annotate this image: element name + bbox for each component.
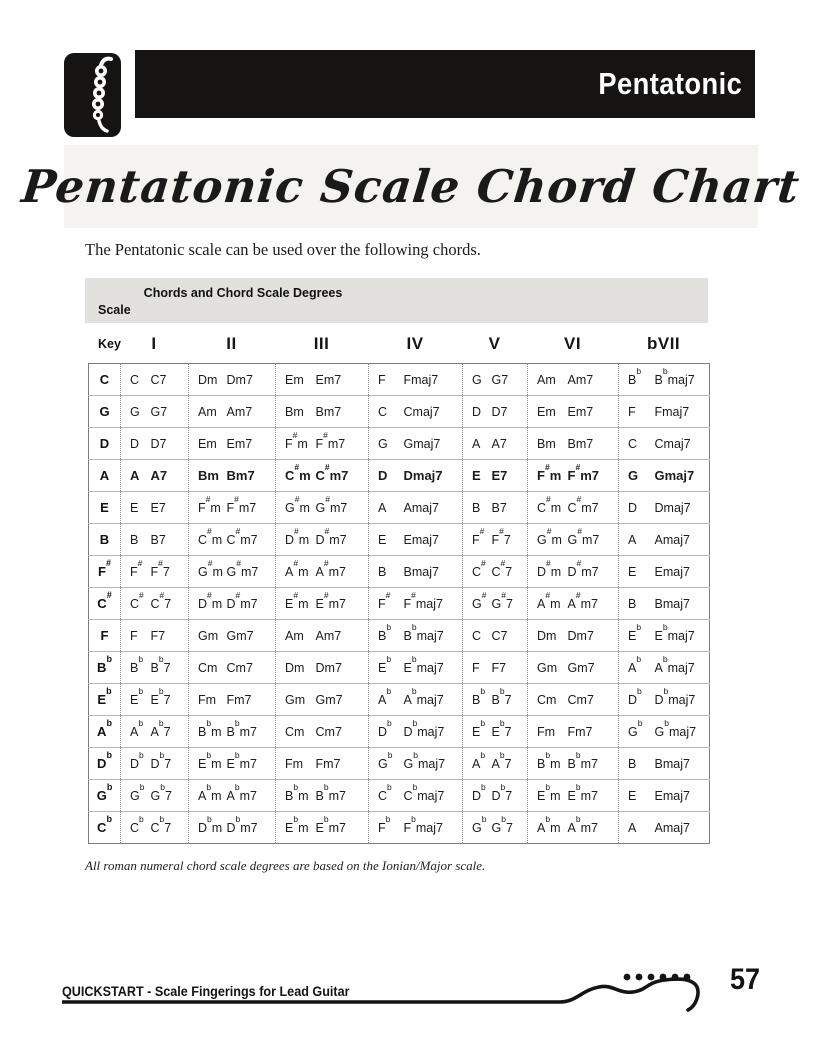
chord-cell: A7	[149, 460, 189, 492]
chord-cell: $E^bmaj7$	[653, 620, 710, 652]
key-cell: F	[89, 620, 121, 652]
chord-cell: D7	[149, 428, 189, 460]
chord-cell: $F^bmaj7$	[402, 812, 463, 844]
chord-cell: D#m7	[314, 524, 369, 556]
table-row-bb	[89, 652, 710, 684]
chord-cell: Bmaj7	[653, 748, 710, 780]
chord-cell: Bm	[189, 460, 225, 492]
key-cell: B	[89, 524, 121, 556]
chord-cell: Fm	[189, 684, 225, 716]
flourish-dot	[624, 974, 631, 981]
caption-scale-key: Scale Key	[98, 302, 131, 351]
chord-cell: A#m7	[566, 588, 619, 620]
chord-cell: C#	[463, 556, 490, 588]
chord-cell: $E^bm7$	[566, 780, 619, 812]
chord-cell: D#m	[276, 524, 314, 556]
flourish-dot	[660, 974, 667, 981]
chord-cell: Bmaj7	[402, 556, 463, 588]
chord-cell: Dmaj7	[402, 460, 463, 492]
chord-cell: $B^b7$	[490, 684, 528, 716]
chord-cell: $E^b$	[369, 652, 402, 684]
chord-cell: F	[463, 652, 490, 684]
chord-cell: $E^b$	[619, 620, 653, 652]
chord-cell: Am	[528, 364, 566, 396]
chord-cell: Gm	[528, 652, 566, 684]
chord-cell: F7	[149, 620, 189, 652]
chord-cell: Fm7	[566, 716, 619, 748]
chord-cell: Em7	[566, 396, 619, 428]
table-row-b	[89, 524, 710, 556]
chord-cell: D	[463, 396, 490, 428]
chord-cell: A#m7	[314, 556, 369, 588]
chord-cell: Bmaj7	[653, 588, 710, 620]
chord-cell: C	[619, 428, 653, 460]
table-row-ab	[89, 716, 710, 748]
chord-cell: D7	[490, 396, 528, 428]
chord-cell: G7	[149, 396, 189, 428]
spiral-notebook-icon	[63, 51, 123, 139]
title-band	[19, 145, 803, 228]
footer-book-title: QUICKSTART - Scale Fingerings for Lead Guitar	[62, 983, 350, 999]
chord-cell: D	[369, 460, 402, 492]
chord-cell: E	[121, 492, 149, 524]
chord-cell: $C^b$	[121, 812, 149, 844]
chord-cell: Am	[276, 620, 314, 652]
chord-cell: $E^bm$	[528, 780, 566, 812]
chord-cell: Am	[189, 396, 225, 428]
chord-cell: $E^bm7$	[314, 812, 369, 844]
chord-cell: Bm7	[566, 428, 619, 460]
chord-cell: A	[619, 524, 653, 556]
table-row-db	[89, 748, 710, 780]
chord-cell: C	[369, 396, 402, 428]
chord-cell: $B^bm$	[189, 716, 225, 748]
chord-table	[88, 363, 710, 844]
chord-cell: Fmaj7	[653, 396, 710, 428]
chord-cell: $E^b$	[463, 716, 490, 748]
chord-cell: F	[369, 364, 402, 396]
chord-cell: Fm7	[225, 684, 276, 716]
chord-cell: Cm	[528, 684, 566, 716]
chord-cell: $D^b$	[369, 716, 402, 748]
chord-cell: $E^bm7$	[225, 748, 276, 780]
chord-cell: $D^bm7$	[225, 812, 276, 844]
chord-cell: $A^bmaj7$	[402, 684, 463, 716]
table-row-cb	[89, 812, 710, 844]
chord-cell: Emaj7	[402, 524, 463, 556]
chord-cell: F#m	[276, 428, 314, 460]
chord-cell: A	[369, 492, 402, 524]
chord-cell: B	[619, 588, 653, 620]
chord-cell: G	[369, 428, 402, 460]
numeral-ii: II	[226, 334, 237, 353]
chord-cell: Dm7	[314, 652, 369, 684]
chord-cell: D	[121, 428, 149, 460]
numeral-i: I	[151, 334, 157, 353]
chord-cell: F#7	[149, 556, 189, 588]
chord-cell: $A^bmaj7$	[653, 652, 710, 684]
chord-cell: Fm	[276, 748, 314, 780]
chord-cell: G#7	[490, 588, 528, 620]
chord-cell: Amaj7	[402, 492, 463, 524]
chord-cell: Em7	[315, 372, 342, 387]
chord-cell: D	[619, 492, 653, 524]
chord-cell: $G^b7$	[149, 780, 189, 812]
chord-cell: Em	[276, 364, 314, 396]
numeral-vi: VI	[564, 334, 582, 353]
chord-cell: C#m7	[314, 460, 369, 492]
chord-cell: Bm	[528, 428, 566, 460]
numeral-iv: IV	[406, 334, 424, 353]
chord-cell: B	[463, 492, 490, 524]
chord-cell: C	[121, 364, 149, 396]
key-cell: $B^b$	[89, 652, 121, 684]
chord-cell: G7	[491, 372, 509, 387]
chord-cell: Am7	[225, 396, 276, 428]
chord-cell: F#	[463, 524, 490, 556]
chord-cell: Gm	[276, 684, 314, 716]
chord-cell: $G^b$	[369, 748, 402, 780]
chord-cell: C7	[490, 620, 528, 652]
key-cell: C#	[89, 588, 121, 620]
key-cell: A	[89, 460, 121, 492]
chord-cell: Am7	[314, 620, 369, 652]
chord-cell: $G^b$	[463, 812, 490, 844]
key-cell: C	[99, 372, 110, 387]
chord-cell: $F^b$	[369, 812, 402, 844]
chord-cell: $C^bmaj7$	[402, 780, 463, 812]
chord-cell: Cmaj7	[402, 396, 463, 428]
chord-cell: C	[463, 620, 490, 652]
chord-cell: A	[619, 812, 653, 844]
chord-cell: B	[121, 524, 149, 556]
chord-cell: G	[463, 364, 490, 396]
chord-cell: E#m	[276, 588, 314, 620]
chord-cell: $G^bmaj7$	[653, 716, 710, 748]
chord-cell: C#m	[528, 492, 566, 524]
chord-cell: E	[619, 556, 653, 588]
chord-cell: $B^b7$	[149, 652, 189, 684]
chord-cell: F#m7	[566, 460, 619, 492]
key-cell: $C^b$	[89, 812, 121, 844]
chord-cell: F#m7	[314, 428, 369, 460]
chord-cell: $A^b7$	[490, 748, 528, 780]
chord-cell: $E^b$	[121, 684, 149, 716]
chord-cell: E7	[149, 492, 189, 524]
chord-cell: Dm	[528, 620, 566, 652]
chord-cell: Gmaj7	[402, 428, 463, 460]
chord-cell: $B^bm$	[276, 780, 314, 812]
key-cell: $G^b$	[89, 780, 121, 812]
chord-cell: Cm7	[314, 716, 369, 748]
chord-cell: $E^bm$	[189, 748, 225, 780]
chord-cell: F7	[490, 652, 528, 684]
chord-cell: G#	[463, 588, 490, 620]
chord-cell: Dmaj7	[653, 492, 710, 524]
chord-cell: B	[619, 748, 653, 780]
chord-cell: Fm	[528, 716, 566, 748]
chord-cell: Gm7	[225, 620, 276, 652]
chord-cell: F#	[121, 556, 149, 588]
table-row-e	[89, 492, 710, 524]
key-cell: E	[89, 492, 121, 524]
chapter-title: Pentatonic	[597, 66, 742, 101]
chord-cell: $A^b$	[463, 748, 490, 780]
chord-cell: D#m	[528, 556, 566, 588]
table-row-eb	[89, 684, 710, 716]
chapter-banner	[135, 50, 755, 118]
chord-cell: F#m	[528, 460, 566, 492]
chord-cell: F#m7	[225, 492, 276, 524]
numeral-v: V	[488, 334, 501, 353]
chord-cell: Bm7	[314, 396, 369, 428]
key-cell: D	[89, 428, 121, 460]
key-cell: $E^b$	[89, 684, 121, 716]
chord-cell: $B^b$	[121, 652, 149, 684]
chord-cell: D#m7	[225, 588, 276, 620]
chord-cell: Cm7	[225, 652, 276, 684]
chord-cell: $B^bm7$	[314, 780, 369, 812]
chord-cell: E#m7	[314, 588, 369, 620]
chord-cell: Em7	[225, 428, 276, 460]
chord-cell: $A^bm7$	[225, 780, 276, 812]
chord-cell: G#m7	[225, 556, 276, 588]
key-cell: F#	[89, 556, 121, 588]
numeral-bvii: bVII	[646, 334, 681, 353]
chord-cell: C#m	[276, 460, 314, 492]
chord-cell: A	[121, 460, 149, 492]
chord-cell: $A^b$	[369, 684, 402, 716]
chord-cell: $B^bmaj7$	[402, 620, 463, 652]
chord-cell: $E^b7$	[149, 684, 189, 716]
chord-cell: D#m	[189, 588, 225, 620]
chord-cell: Gm7	[566, 652, 619, 684]
chord-cell: A#m	[276, 556, 314, 588]
page-title: Pentatonic Scale Chord Chart	[19, 160, 803, 213]
chord-cell: Cm	[276, 716, 314, 748]
caption-chords: Chords and Chord Scale Degrees	[143, 286, 343, 300]
key-cell: G	[89, 396, 121, 428]
chord-cell: F#	[369, 588, 402, 620]
chord-cell: G	[619, 460, 653, 492]
chord-cell: C#7	[490, 556, 528, 588]
chord-cell: $D^b$	[619, 684, 653, 716]
chord-cell: $B^bmaj7$	[654, 365, 695, 387]
chord-cell: $E^bm$	[276, 812, 314, 844]
chord-cell: B7	[149, 524, 189, 556]
chord-cell: B7	[490, 492, 528, 524]
chord-cell: $A^bm$	[189, 780, 225, 812]
chord-cell: Em	[189, 428, 225, 460]
chord-cell: G#m	[276, 492, 314, 524]
chord-cell: F	[121, 620, 149, 652]
chord-cell: G	[121, 396, 149, 428]
chord-cell: $C^b$	[369, 780, 402, 812]
chord-cell: Fm7	[314, 748, 369, 780]
chord-cell: $A^bm7$	[566, 812, 619, 844]
table-row-gb	[89, 780, 710, 812]
key-cell: $D^b$	[89, 748, 121, 780]
chord-cell: E	[369, 524, 402, 556]
table-row-f	[89, 620, 710, 652]
chord-cell: Bm7	[225, 460, 276, 492]
chord-cell: E	[463, 460, 490, 492]
chord-cell: Cm7	[566, 684, 619, 716]
chord-cell: $G^bmaj7$	[402, 748, 463, 780]
chord-cell: $E^bmaj7$	[402, 652, 463, 684]
chord-cell: $D^b$	[463, 780, 490, 812]
chord-cell: Amaj7	[653, 812, 710, 844]
chord-cell: $B^bm7$	[566, 748, 619, 780]
chord-cell: C#	[121, 588, 149, 620]
chord-cell: Cm	[189, 652, 225, 684]
chord-cell: Am7	[567, 372, 594, 387]
flourish-dot	[636, 974, 643, 981]
chord-cell: $B^bm7$	[225, 716, 276, 748]
chord-cell: Bm	[276, 396, 314, 428]
chord-cell: $D^b$	[121, 748, 149, 780]
flourish-dot	[684, 974, 691, 981]
chord-cell: Fmaj7	[403, 372, 439, 387]
chord-cell: G#m	[189, 556, 225, 588]
chord-cell: Cmaj7	[653, 428, 710, 460]
chord-cell: Amaj7	[653, 524, 710, 556]
chord-cell: A7	[490, 428, 528, 460]
chord-cell: $A^b$	[619, 652, 653, 684]
key-cell: $A^b$	[89, 716, 121, 748]
table-row-fsharp	[89, 556, 710, 588]
chord-cell: Gm7	[314, 684, 369, 716]
chord-cell: Gm	[189, 620, 225, 652]
table-row-g	[89, 396, 710, 428]
chord-cell: G#m	[528, 524, 566, 556]
numerals-key-spacer	[88, 334, 120, 360]
chord-cell: $E^b7$	[490, 716, 528, 748]
footnote-text: All roman numeral chord scale degrees are based on the Ionian/Major scale.	[85, 858, 486, 873]
chord-cell: G#m7	[566, 524, 619, 556]
flourish-dot	[672, 974, 679, 981]
chord-cell: C#m	[189, 524, 225, 556]
table-row-csharp	[89, 588, 710, 620]
table-row-a	[89, 460, 710, 492]
chord-cell: Dm	[276, 652, 314, 684]
numeral-iii: III	[313, 334, 330, 353]
chord-cell: F#m	[189, 492, 225, 524]
chord-cell: $B^bm$	[528, 748, 566, 780]
table-row-c	[89, 364, 710, 396]
chord-cell: C#m7	[566, 492, 619, 524]
chord-cell: C#7	[149, 588, 189, 620]
chord-cell: F#maj7	[402, 588, 463, 620]
chord-cell: $D^b7$	[149, 748, 189, 780]
chord-cell: Dm7	[566, 620, 619, 652]
chord-cell: $A^b$	[121, 716, 149, 748]
chord-cell: E7	[490, 460, 528, 492]
chord-cell: Dm	[189, 364, 225, 396]
chord-cell: A#m	[528, 588, 566, 620]
intro-text: The Pentatonic scale can be used over the following chords.	[85, 240, 481, 259]
chord-cell: F	[619, 396, 653, 428]
chord-cell: $A^bm$	[528, 812, 566, 844]
chord-cell: D#m7	[566, 556, 619, 588]
chord-cell: C7	[150, 372, 167, 387]
chord-cell: $D^bmaj7$	[402, 716, 463, 748]
chord-cell: Gmaj7	[653, 460, 710, 492]
chord-cell: $C^b7$	[149, 812, 189, 844]
chord-cell: $D^bm$	[189, 812, 225, 844]
chord-cell: $B^b$	[463, 684, 490, 716]
chord-cell: E	[619, 780, 653, 812]
numerals-header	[88, 334, 709, 360]
chord-cell: Dm7	[226, 372, 253, 387]
chord-cell: Em	[528, 396, 566, 428]
chord-cell: $D^bmaj7$	[653, 684, 710, 716]
chord-cell: A	[463, 428, 490, 460]
chord-cell: $A^b7$	[149, 716, 189, 748]
chord-cell: B	[369, 556, 402, 588]
chord-cell: $B^b$	[369, 620, 402, 652]
chord-cell: G#m7	[314, 492, 369, 524]
chord-cell: $B^b$	[619, 364, 653, 396]
chord-cell: Emaj7	[653, 780, 710, 812]
chord-cell: C#m7	[225, 524, 276, 556]
chord-cell: $G^b$	[121, 780, 149, 812]
chord-cell: $G^b7$	[490, 812, 528, 844]
chord-cell: Emaj7	[653, 556, 710, 588]
flourish-dot	[648, 974, 655, 981]
chord-cell: $G^b$	[619, 716, 653, 748]
page-number: 57	[729, 963, 760, 996]
table-row-d	[89, 428, 710, 460]
chord-cell: $D^b7$	[490, 780, 528, 812]
chord-cell: F#7	[490, 524, 528, 556]
